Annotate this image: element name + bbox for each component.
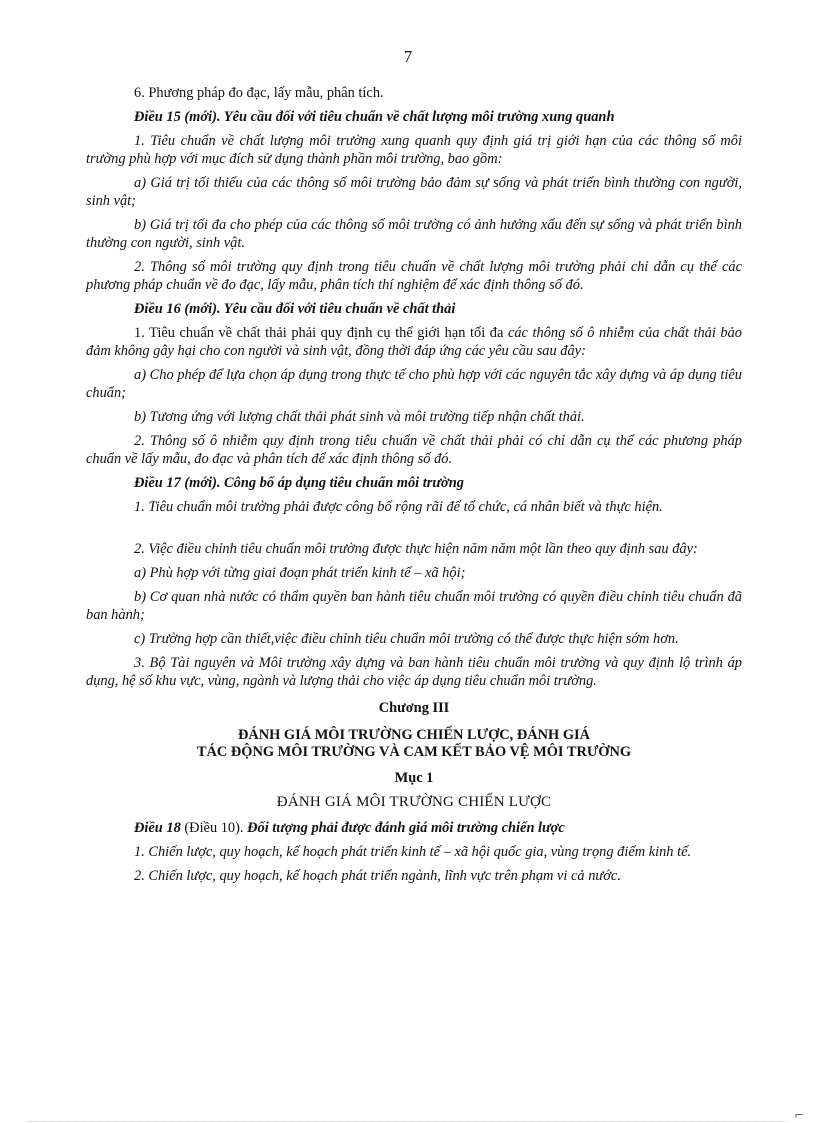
article-16-clause-1 xyxy=(86,324,742,360)
article-18-clause-2: 2. Chiến lược, quy hoạch, kế hoạch phát triển ngành, lĩnh vực trên phạm vi cả nước. xyxy=(134,868,621,884)
article-17-clause-3: 3. Bộ Tài nguyên và Môi trường xây dựng và ban hành tiêu chuẩn môi trường và quy định lộ trình áp dụng, hệ số khu vực, vùng, ngành và lượng thải cho việc áp dụng tiêu chuẩn môi trường. xyxy=(86,655,742,689)
article-16-heading: Điều 16 (mới). Yêu cầu đối với tiêu chuẩn về chất thải xyxy=(134,301,456,317)
article-17-point-c: c) Trường hợp cần thiết,việc điều chỉnh tiêu chuẩn môi trường có thể được thực hiện sớm hơn. xyxy=(134,631,679,647)
article-17-clause-2: 2. Việc điều chỉnh tiêu chuẩn môi trường được thực hiện năm năm một lần theo quy định sau đây: xyxy=(134,541,698,557)
article-15-clause-2: 2. Thông số môi trường quy định trong tiêu chuẩn về chất lượng môi trường phải chỉ dẫn cụ thể các phương pháp chuẩn về đo đạc, lấy mẫu, phân tích thí nghiệm để xác định thông số đó. xyxy=(86,259,742,293)
article-15-point-b: b) Giá trị tối đa cho phép của các thông số môi trường có ảnh hưởng xấu đến sự sống và phát triển bình thường con người, sinh vật. xyxy=(86,217,742,251)
section-title: ĐÁNH GIÁ MÔI TRƯỜNG CHIẾN LƯỢC xyxy=(276,794,552,810)
article-16-clause-2: 2. Thông số ô nhiễm quy định trong tiêu chuẩn về chất thải phải có chỉ dẫn cụ thể các phương pháp chuẩn về lấy mẫu, đo đạc và phân tích để xác định thông số đó. xyxy=(86,433,742,467)
page-bottom-border xyxy=(28,1121,788,1122)
document-body xyxy=(86,84,742,891)
page-number: 7 xyxy=(403,47,413,66)
chapter-label: Chương III xyxy=(378,700,450,716)
article-17-point-b: b) Cơ quan nhà nước có thẩm quyền ban hành tiêu chuẩn môi trường có quyền điều chỉnh tiêu chuẩn đã ban hành; xyxy=(86,589,742,623)
article-18-reference: (Điều 10). xyxy=(180,820,248,836)
blank-line xyxy=(86,522,742,540)
article-17-clause-1: 1. Tiêu chuẩn môi trường phải được công bố rộng rãi để tổ chức, cá nhân biết và thực hiện. xyxy=(134,499,663,515)
article-16-point-b: b) Tương ứng với lượng chất thải phát sinh và môi trường tiếp nhận chất thải. xyxy=(134,409,585,425)
section-label: Mục 1 xyxy=(394,770,434,786)
article-18-number: Điều 18 xyxy=(134,820,181,836)
article-15-heading: Điều 15 (mới). Yêu cầu đối với tiêu chuẩn về chất lượng môi trường xung quanh xyxy=(134,109,615,125)
article-18-clause-1: 1. Chiến lược, quy hoạch, kế hoạch phát triển kinh tế – xã hội quốc gia, vùng trọng điểm kinh tế. xyxy=(134,844,692,860)
article-15-clause-1: 1. Tiêu chuẩn về chất lượng môi trường xung quanh quy định giá trị giới hạn của các thông số môi trường phù hợp với mục đích sử dụng thành phần môi trường, bao gồm: xyxy=(86,133,742,167)
chapter-title-line-2: TÁC ĐỘNG MÔI TRƯỜNG VÀ CAM KẾT BẢO VỆ MÔI TRƯỜNG xyxy=(196,744,632,760)
chapter-heading xyxy=(86,700,742,761)
article-16-clause-1-italic: các thông số ô nhiễm của chất thải bảo đảm không gây hại cho con người và sinh vật, đồng thời đáp ứng các yêu cầu sau đây: xyxy=(86,325,742,359)
article-18-title: Đối tượng phải được đánh giá môi trường chiến lược xyxy=(247,820,565,836)
corner-crop-mark: ⌐ xyxy=(794,1108,805,1122)
article-18-heading xyxy=(86,819,742,837)
article-16-point-a: a) Cho phép để lựa chọn áp dụng trong thực tế cho phù hợp với các nguyên tắc xây dựng và áp dụng tiêu chuẩn; xyxy=(86,367,742,401)
chapter-title-line-1: ĐÁNH GIÁ MÔI TRƯỜNG CHIẾN LƯỢC, ĐÁNH GIÁ xyxy=(237,727,591,743)
article-17-point-a: a) Phù hợp với từng giai đoạn phát triển kinh tế – xã hội; xyxy=(134,565,466,581)
article-16-clause-1-plain: 1. Tiêu chuẩn về chất thải phải quy định cụ thể giới hạn tối đa xyxy=(134,325,508,341)
article-17-heading: Điều 17 (mới). Công bố áp dụng tiêu chuẩn môi trường xyxy=(134,475,464,491)
paragraph-method: 6. Phương pháp đo đạc, lấy mẫu, phân tích. xyxy=(134,85,384,101)
article-15-point-a: a) Giá trị tối thiểu của các thông số môi trường bảo đảm sự sống và phát triển bình thường con người, sinh vật; xyxy=(86,175,742,209)
